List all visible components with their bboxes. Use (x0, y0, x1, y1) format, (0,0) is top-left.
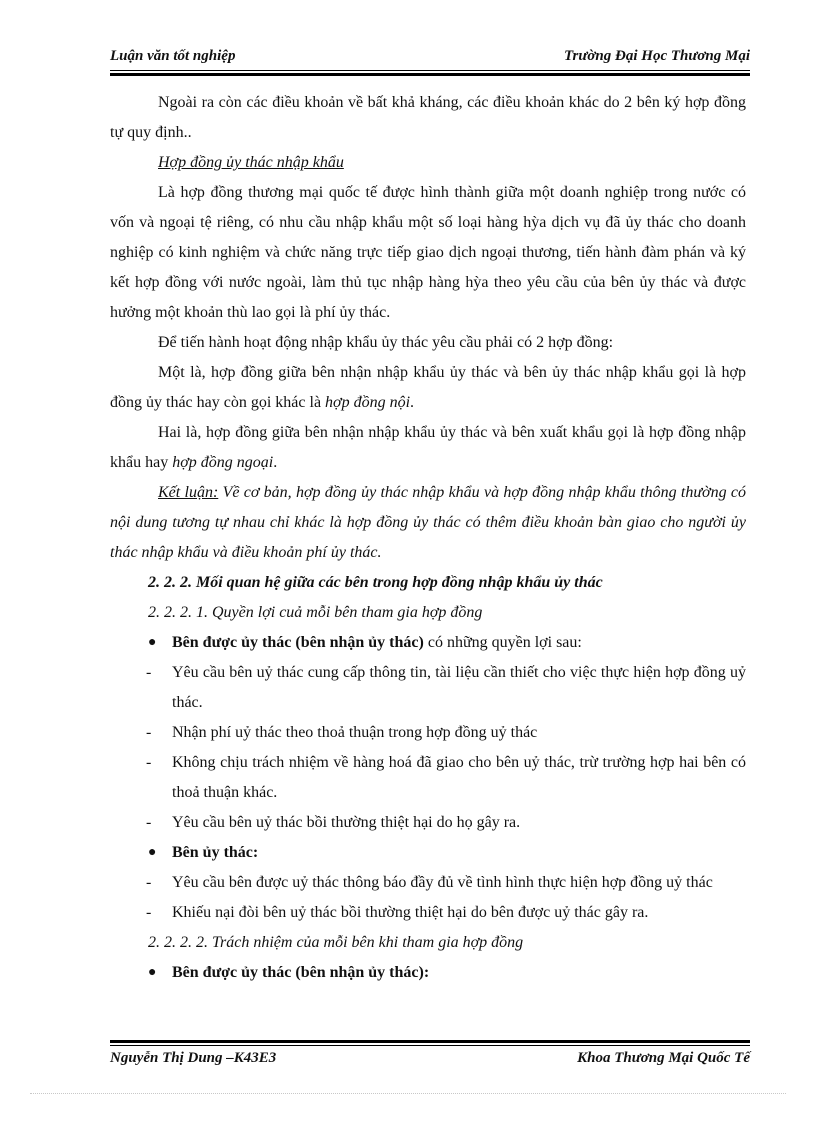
bullet-item-entrusted-party: ● Bên được ủy thác (bên nhận ủy thác) có những quyền lợi sau: (110, 628, 746, 658)
dash-marker: - (146, 724, 152, 741)
dash-item-4: - Yêu cầu bên uỷ thác bồi thường thiệt hại do họ gây ra. (110, 808, 746, 838)
conclusion-label: Kết luận: (158, 484, 219, 501)
page-footer (110, 1050, 750, 1072)
bullet-item-entrusted-party-duties: ● Bên được ủy thác (bên nhận ủy thác): (110, 958, 746, 988)
footer-right: Khoa Thương Mại Quốc Tế (577, 1050, 750, 1066)
section-heading-2-2-2-1: 2. 2. 2. 1. Quyền lợi cuả mỗi bên tham gia hợp đồng (148, 604, 483, 621)
paragraph-conclusion (110, 478, 746, 568)
page-bottom-dotted-line (30, 1093, 786, 1094)
document-body (110, 88, 746, 988)
external-contract-term: hợp đồng ngoại (172, 454, 274, 471)
paragraph-force-majeure: Ngoài ra còn các điều khoản về bất khả kháng, các điều khoản khác do 2 bên ký hợp đồng tự quy định.. (110, 94, 746, 141)
paragraph-second-contract: Hai là, hợp đồng giữa bên nhận nhập khẩu ủy thác và bên xuất khẩu gọi là hợp đồng nhập khẩu hay hợp đồng ngoại. (110, 424, 746, 471)
dash-item-3: - Không chịu trách nhiệm về hàng hoá đã giao cho bên uỷ thác, trừ trường hợp hai bên có thoả thuận khác. (110, 748, 746, 808)
header-rule-thin (110, 70, 750, 71)
bullet-icon: ● (148, 845, 157, 860)
dash-marker: - (146, 904, 152, 921)
dash-item-1: - Yêu cầu bên uỷ thác cung cấp thông tin, tài liệu cần thiết cho việc thực hiện hợp đồng uỷ thác. (110, 658, 746, 718)
dash-marker: - (146, 874, 152, 891)
bullet-item-entrusting-party: ● Bên ủy thác: (110, 838, 746, 868)
paragraph-definition: Là hợp đồng thương mại quốc tế được hình thành giữa một doanh nghiệp trong nước có vốn và ngoại tệ riêng, có nhu cầu nhập khẩu một số loại hàng hỳa dịch vụ đã ủy thác cho doanh nghiệp có kinh nghiệm và chức năng trực tiếp giao dịch ngoại thương, tiến hành đàm phán và ký kết hợp đồng với nước ngoài, làm thủ tục nhập hàng hỳa theo yêu cầu của bên ủy thác và được hưởng một khoản thù lao gọi là phí ủy thác. (110, 184, 746, 321)
footer-rule-thin (110, 1045, 750, 1046)
dash-marker: - (146, 664, 152, 681)
dash-item-6: - Khiếu nại đòi bên uỷ thác bồi thường thiệt hại do bên được uỷ thác gây ra. (110, 898, 746, 928)
conclusion-text: Về cơ bản, hợp đồng ủy thác nhập khẩu và hợp đồng nhập khẩu thông thường có nội dung tương tự nhau chỉ khác là hợp đồng ủy thác có thêm điều khoản bàn giao cho người ủy thác nhập khẩu và điều khoản phí ủy thác. (110, 484, 746, 561)
footer-rule-thick (110, 1040, 750, 1043)
dash-marker: - (146, 754, 152, 771)
section-heading-2-2-2: 2. 2. 2. Mối quan hệ giữa các bên trong hợp đồng nhập khẩu ủy thác (148, 574, 603, 591)
bullet-icon: ● (148, 635, 157, 650)
dash-item-2: - Nhận phí uỷ thác theo thoả thuận trong hợp đồng uỷ thác (110, 718, 746, 748)
header-rule-thick (110, 73, 750, 76)
section-heading-2-2-2-2: 2. 2. 2. 2. Trách nhiệm của mỗi bên khi tham gia hợp đồng (148, 934, 524, 951)
footer-left: Nguyễn Thị Dung –K43E3 (110, 1050, 277, 1066)
subtitle-text: Hợp đồng ủy thác nhập khẩu (158, 154, 344, 171)
dash-marker: - (146, 814, 152, 831)
header-right: Trường Đại Học Thương Mại (563, 48, 750, 64)
header-left: Luận văn tốt nghiệp (110, 48, 236, 64)
dash-item-5: - Yêu cầu bên được uỷ thác thông báo đầy đủ về tình hình thực hiện hợp đồng uỷ thác (110, 868, 746, 898)
paragraph-first-contract: Một là, hợp đồng giữa bên nhận nhập khẩu ủy thác và bên ủy thác nhập khẩu gọi là hợp đồng ủy thác hay còn gọi khác là hợp đồng nội. (110, 364, 746, 411)
page-header (110, 46, 750, 68)
internal-contract-term: hợp đồng nội (325, 394, 411, 411)
subtitle-import-entrustment (110, 148, 746, 178)
paragraph-two-contracts: Để tiến hành hoạt động nhập khẩu ủy thác yêu cầu phải có 2 hợp đồng: (158, 334, 614, 351)
bullet-icon: ● (148, 965, 157, 980)
